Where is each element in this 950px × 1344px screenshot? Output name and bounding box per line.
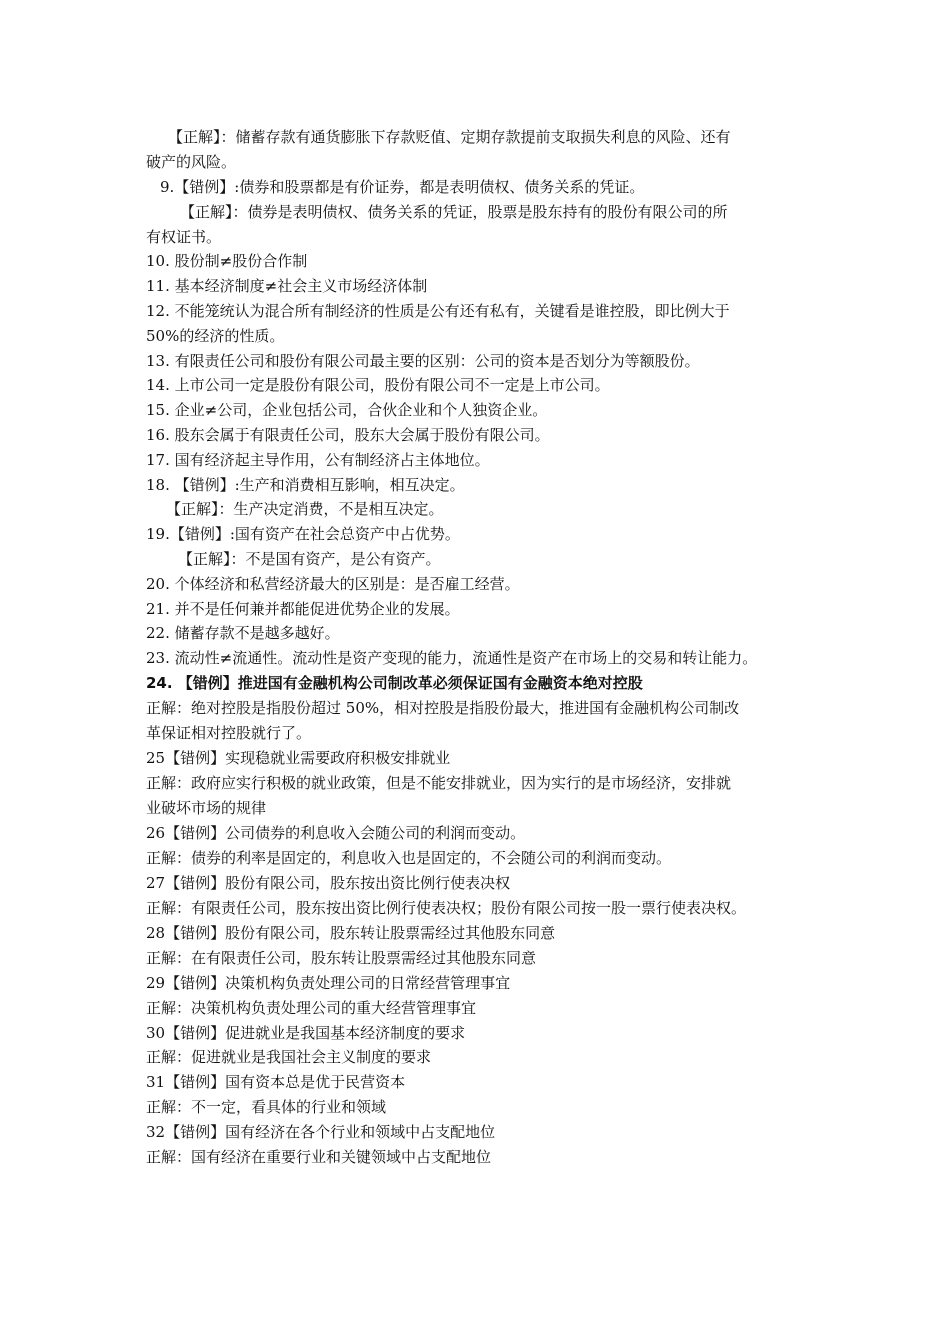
text-line: 正解：绝对控股是指股份超过 50%，相对控股是指股份最大，推进国有金融机构公司制改 <box>146 699 740 717</box>
text-line: 12. 不能笼统认为混合所有制经济的性质是公有还有私有，关键看是谁控股，即比例大于 <box>146 302 730 320</box>
text-line: 11. 基本经济制度≠社会主义市场经济体制 <box>146 277 428 295</box>
text-line: 正解：不一定，看具体的行业和领域 <box>146 1098 387 1116</box>
text-line: 31【错例】国有资本总是优于民营资本 <box>146 1073 406 1091</box>
text-line: 17. 国有经济起主导作用，公有制经济占主体地位。 <box>146 451 490 469</box>
text-line: 正解：政府应实行积极的就业政策，但是不能安排就业，因为实行的是市场经济，安排就 <box>146 774 732 792</box>
text-line: 正解：国有经济在重要行业和关键领域中占支配地位 <box>146 1148 492 1166</box>
text-line: 16. 股东会属于有限责任公司，股东大会属于股份有限公司。 <box>146 426 550 444</box>
text-line: 50%的经济的性质。 <box>146 327 285 345</box>
text-line: 30【错例】促进就业是我国基本经济制度的要求 <box>146 1024 466 1042</box>
text-line: 革保证相对控股就行了。 <box>146 724 312 742</box>
text-line: 28【错例】股份有限公司，股东转让股票需经过其他股东同意 <box>146 924 556 942</box>
text-line: 29【错例】决策机构负责处理公司的日常经营管理事宜 <box>146 974 511 992</box>
text-line: 19.【错例】:国有资产在社会总资产中占优势。 <box>146 525 460 543</box>
text-line: 【正解】：储蓄存款有通货膨胀下存款贬值、定期存款提前支取损失利息的风险、还有 <box>168 128 731 146</box>
text-line: 【正解】：债券是表明债权、债务关系的凭证，股票是股东持有的股份有限公司的所 <box>180 203 728 221</box>
text-line: 21. 并不是任何兼并都能促进优势企业的发展。 <box>146 600 460 618</box>
text-line: 27【错例】股份有限公司，股东按出资比例行使表决权 <box>146 874 511 892</box>
text-line: 23. 流动性≠流通性。流动性是资产变现的能力，流通性是资产在市场上的交易和转让能力。 <box>146 649 758 667</box>
text-line: 32【错例】国有经济在各个行业和领域中占支配地位 <box>146 1123 496 1141</box>
text-line: 26【错例】公司债券的利息收入会随公司的利润而变动。 <box>146 824 526 842</box>
text-line: 正解：促进就业是我国社会主义制度的要求 <box>146 1048 432 1066</box>
text-line: 13. 有限责任公司和股份有限公司最主要的区别：公司的资本是否划分为等额股份。 <box>146 352 700 370</box>
text-line: 20. 个体经济和私营经济最大的区别是：是否雇工经营。 <box>146 575 520 593</box>
text-line: 正解：决策机构负责处理公司的重大经营管理事宜 <box>146 999 477 1017</box>
text-line: 业破坏市场的规律 <box>146 799 267 817</box>
text-line: 【正解】：不是国有资产，是公有资产。 <box>178 550 441 568</box>
text-line: 25【错例】实现稳就业需要政府积极安排就业 <box>146 749 451 767</box>
text-line: 破产的风险。 <box>146 153 237 171</box>
text-line: 正解：债券的利率是固定的，利息收入也是固定的，不会随公司的利润而变动。 <box>146 849 672 867</box>
text-line: 正解：在有限责任公司，股东转让股票需经过其他股东同意 <box>146 949 537 967</box>
text-line: 【正解】：生产决定消费，不是相互决定。 <box>166 500 444 518</box>
text-line: 有权证书。 <box>146 228 222 246</box>
text-line: 14. 上市公司一定是股份有限公司，股份有限公司不一定是上市公司。 <box>146 376 610 394</box>
text-line-bold: 24. 【错例】推进国有金融机构公司制改革必须保证国有金融资本绝对控股 <box>146 674 643 692</box>
text-line: 10. 股份制≠股份合作制 <box>146 252 308 270</box>
text-line: 15. 企业≠公司，企业包括公司，合伙企业和个人独资企业。 <box>146 401 548 419</box>
text-line: 正解：有限责任公司，股东按出资比例行使表决权；股份有限公司按一股一票行使表决权。 <box>146 899 747 917</box>
text-line: 22. 储蓄存款不是越多越好。 <box>146 624 340 642</box>
text-line: 18. 【错例】:生产和消费相互影响，相互决定。 <box>146 476 465 494</box>
text-line: 9.【错例】:债券和股票都是有价证券，都是表明债权、债务关系的凭证。 <box>160 178 645 196</box>
